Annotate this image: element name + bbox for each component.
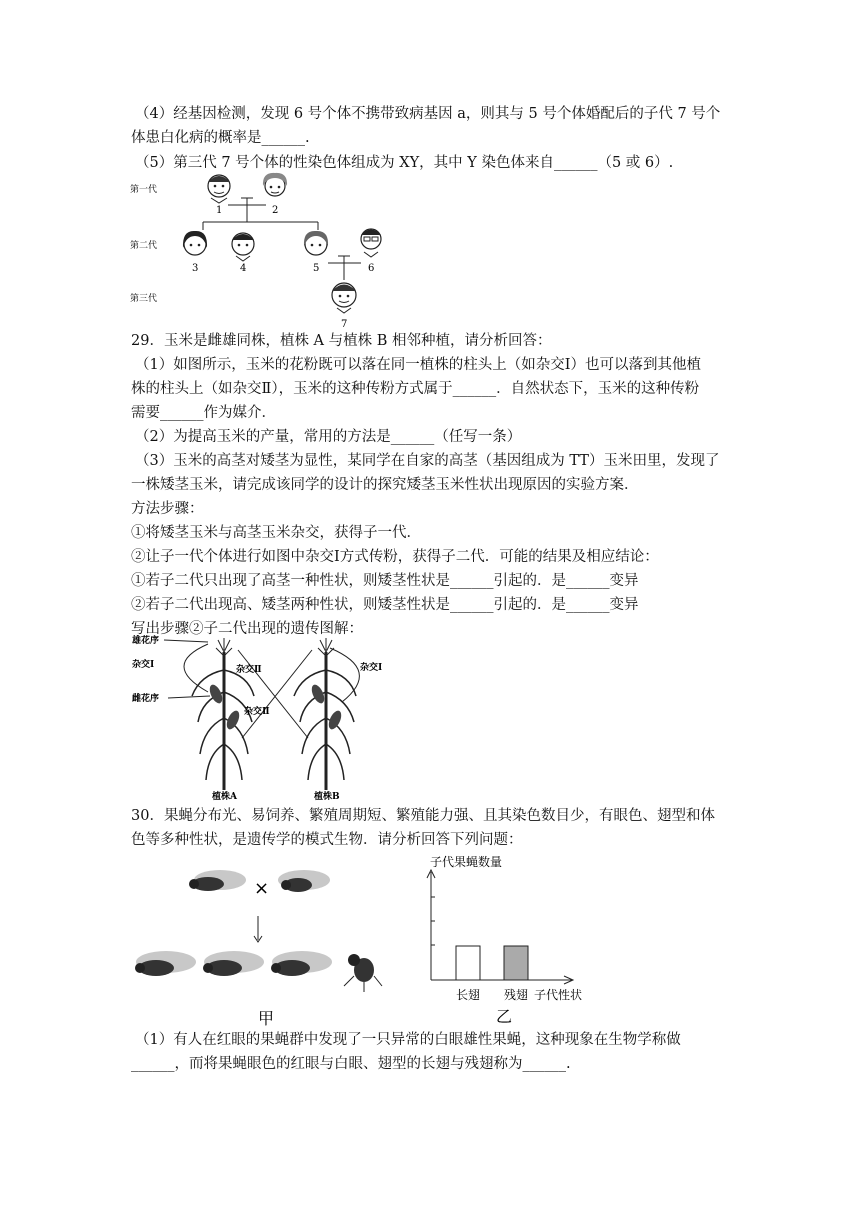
q30-stem-a: 30．果蝇分布光、易饲养、繁殖周期短、繁殖能力强、且其染色数目少，有眼色、翅型和体 [131, 808, 715, 824]
gen1-label: 第一代 [130, 185, 158, 195]
cross1-left-label: 杂交Ⅰ [132, 660, 155, 670]
q28-line4b: 体患白化病的概率是______. [131, 130, 310, 146]
bar-2 [504, 946, 528, 980]
q29-p1c: 需要______作为媒介． [131, 405, 276, 421]
label-3: 3 [192, 263, 199, 274]
label-5: 5 [313, 263, 320, 274]
q28-line4a: （4）经基因检测，发现 6 号个体不携带致病基因 a，则其与 5 号个体婚配后的子代 7 号个 [135, 106, 721, 122]
fly-offspring-1-icon [135, 951, 196, 976]
label-7: 7 [341, 319, 348, 330]
female-inflorescence-label: 雌花序 [132, 694, 160, 704]
cross2-upper-label: 杂交Ⅱ [236, 665, 262, 675]
bar-label-1: 长翅 [455, 988, 481, 1002]
q29-stem: 29．玉米是雌雄同株，植株 A 与植株 B 相邻种植，请分析回答： [131, 333, 552, 349]
gen2-label: 第二代 [130, 241, 158, 251]
q30-stem-b: 色等多种性状，是遗传学的模式生物．请分析回答下列问题： [131, 832, 523, 848]
chart-y-label: 子代果蝇数量 [430, 855, 503, 869]
q29-step2: ②让子一代个体进行如图中杂交Ⅰ方式传粉，获得子二代．可能的结果及相应结论： [131, 549, 659, 565]
person-3-icon [183, 231, 207, 255]
fly-offspring-2-icon [203, 951, 264, 976]
label-1: 1 [216, 205, 223, 216]
wing-type-bar-chart [410, 852, 600, 1024]
fly-parent-2-icon [278, 870, 330, 892]
bar-1 [456, 946, 480, 980]
q29-step1: ①将矮茎玉米与高茎玉米杂交，获得子一代． [131, 525, 421, 541]
q29-method: 方法步骤： [131, 501, 204, 517]
cross1-right-label: 杂交Ⅰ [360, 663, 383, 673]
figure-yi-label: 乙 [496, 1007, 513, 1024]
person-7-icon [332, 283, 356, 313]
figure-jia-label: 甲 [258, 1009, 275, 1028]
cross2-lower-label: 杂交Ⅱ [244, 707, 270, 717]
person-5-icon [304, 231, 328, 255]
person-2-icon [263, 173, 287, 196]
q29-result3: 写出步骤②子二代出现的遗传图解： [131, 621, 363, 637]
q29-p3a: （3）玉米的高茎对矮茎为显性，某同学在自家的高茎（基因组成为 TT）玉米田里，发现了 [135, 453, 720, 469]
q29-p1a: （1）如图所示，玉米的花粉既可以落在同一植株的柱头上（如杂交Ⅰ）也可以落到其他植 [135, 357, 701, 373]
chart-x-label: 子代性状 [534, 988, 583, 1002]
q30-p1a: （1）有人在红眼的果蝇群中发现了一只异常的白眼雄性果蝇，这种现象在生物学称做 [135, 1032, 681, 1048]
person-6-icon [361, 229, 381, 257]
gen3-label: 第三代 [130, 294, 158, 304]
fly-offspring-3-icon [271, 951, 332, 976]
corn-plants-figure [130, 630, 400, 802]
label-2: 2 [272, 205, 279, 216]
male-inflorescence-label: 雄花序 [132, 636, 160, 646]
q28-line5: （5）第三代 7 号个体的性染色体组成为 XY，其中 Y 染色体来自______（5 或 6）. [135, 155, 674, 171]
bar-label-2: 残翅 [503, 988, 529, 1002]
q29-p1b: 株的柱头上（如杂交Ⅱ），玉米的这种传粉方式属于______．自然状态下，玉米的这种传粉 [131, 381, 700, 397]
q29-result2: ②若子二代出现高、矮茎两种性状，则矮茎性状是______引起的．是______变异 [131, 597, 639, 613]
label-4: 4 [240, 263, 247, 274]
q29-p2: （2）为提高玉米的产量，常用的方法是______（任写一条） [135, 429, 522, 445]
fly-parent-1-icon [189, 870, 246, 891]
plant-b-label: 植株B [314, 792, 340, 802]
label-6: 6 [368, 263, 375, 274]
pedigree-figure [128, 170, 388, 330]
q30-p1b: ______，而将果蝇眼色的红眼与白眼、翅型的长翅与残翅称为______. [131, 1056, 571, 1072]
plant-a-label: 植株A [212, 792, 237, 802]
q29-p3b: 一株矮茎玉米，请完成该同学的设计的探究矮茎玉米性状出现原因的实验方案． [131, 477, 639, 493]
cross-symbol: × [254, 878, 270, 899]
q29-result1: ①若子二代只出现了高茎一种性状，则矮茎性状是______引起的．是______变异 [131, 573, 639, 589]
person-1-icon [208, 175, 230, 203]
person-4-icon [232, 233, 254, 261]
fly-offspring-vestigial-icon [344, 954, 382, 992]
fruit-fly-figure [128, 858, 398, 1028]
